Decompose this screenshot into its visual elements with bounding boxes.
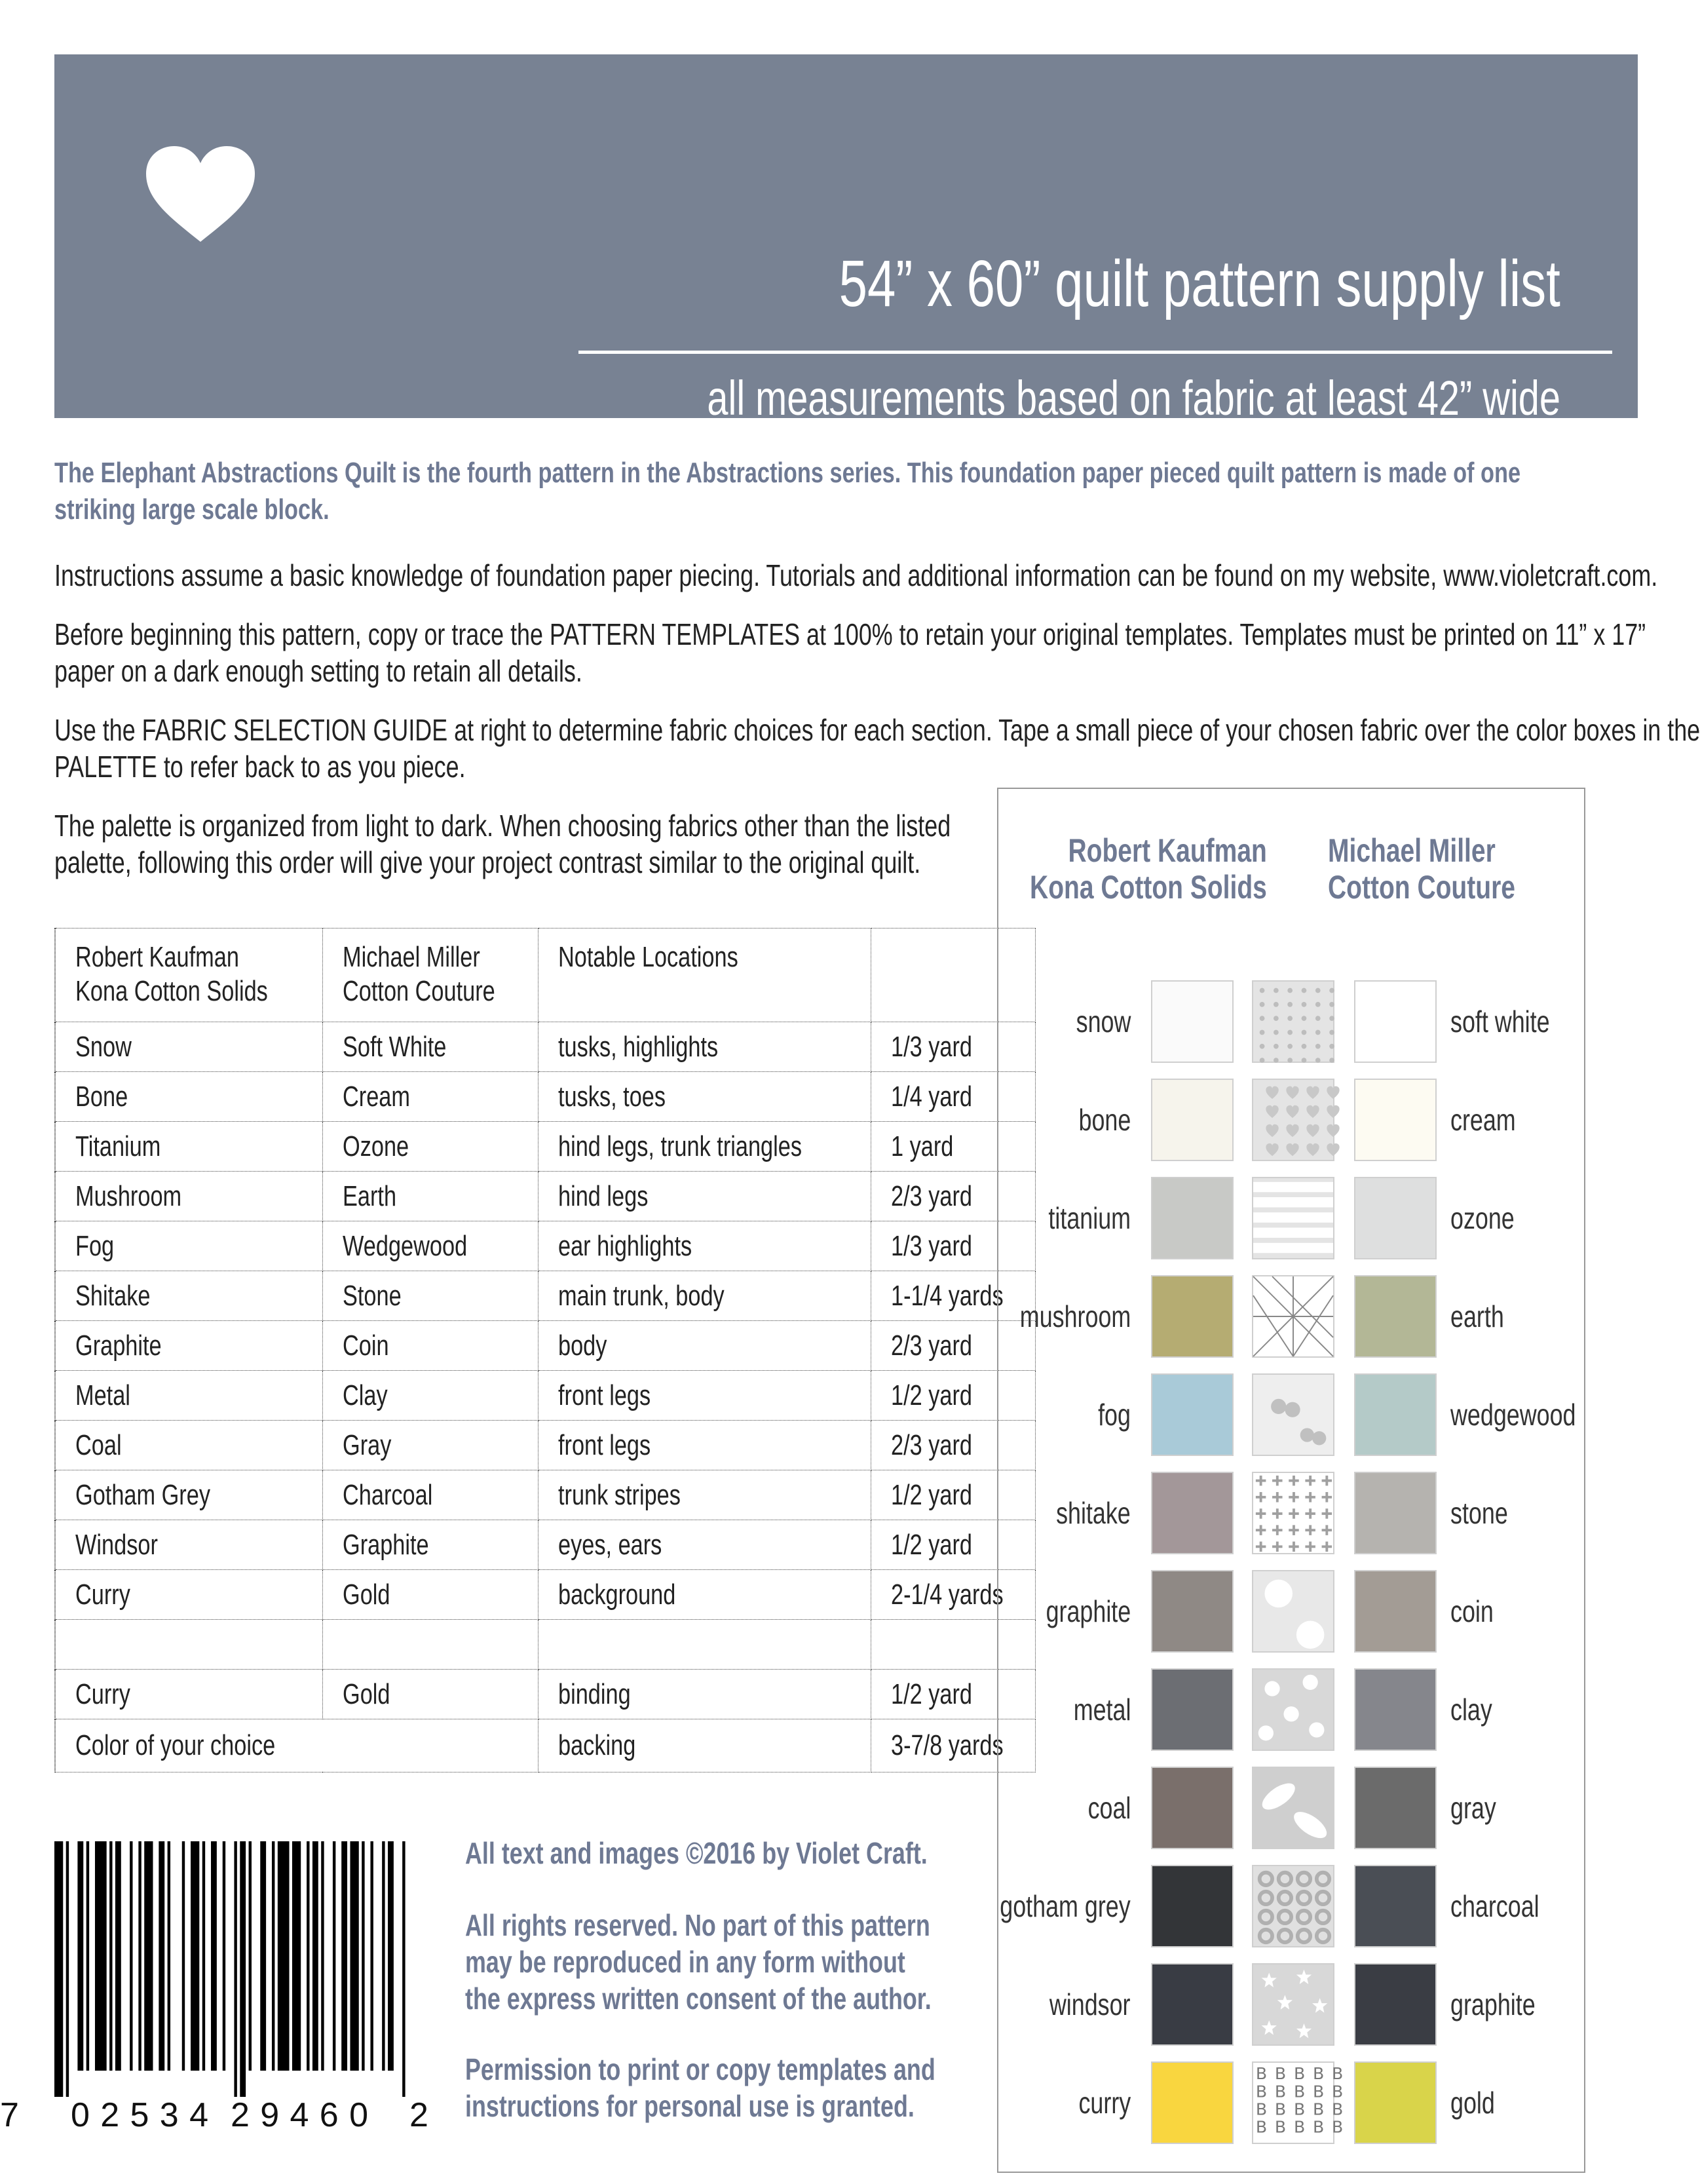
couture-cell: Gray [322, 1421, 538, 1470]
table-row [55, 1321, 1036, 1371]
table-row [55, 1620, 1036, 1670]
table-row [55, 1520, 1036, 1570]
barcode-check-digit: 2 [409, 2096, 428, 2134]
svg-text:B: B [1274, 2064, 1287, 2084]
header-kona: Robert Kaufman Kona Cotton Solids [56, 929, 323, 1022]
couture-swatch [1354, 980, 1437, 1063]
palette-row [998, 1865, 1584, 1950]
table-row [55, 1271, 1036, 1321]
amount-cell: 1/4 yard [871, 1072, 1036, 1122]
palette-row [998, 1767, 1584, 1852]
amount-cell: 1-1/4 yards [871, 1271, 1036, 1321]
svg-text:B: B [1293, 2117, 1306, 2137]
cats-icon [1252, 1570, 1334, 1653]
palette-row [998, 1275, 1584, 1360]
svg-text:B: B [1255, 2082, 1268, 2101]
palette-row [998, 1177, 1584, 1262]
amount-cell: 1/2 yard [871, 1670, 1036, 1719]
couture-cell [322, 1620, 538, 1670]
svg-text:B: B [1274, 2099, 1287, 2119]
svg-text:B: B [1255, 2064, 1268, 2084]
kona-color-name: metal [1073, 1693, 1131, 1727]
kona-cell: Curry [56, 1570, 323, 1620]
instructions-paragraph: Instructions assume a basic knowledge of foundation paper piecing. Tutorials and additional information can be found on my website, www.violetcraft.com. [54, 558, 1658, 592]
table-row [55, 1172, 1036, 1221]
kona-color-name: fog [1098, 1398, 1131, 1432]
kona-color-name: coal [1087, 1791, 1131, 1825]
kona-swatch [1151, 1275, 1234, 1358]
kona-cell: Titanium [56, 1122, 323, 1172]
svg-text:B: B [1313, 2082, 1325, 2101]
stars-icon [1252, 1963, 1334, 2046]
amount-cell: 3-7/8 yards [871, 1719, 1036, 1772]
svg-text:B: B [1255, 2099, 1268, 2119]
table-row [55, 1670, 1036, 1719]
table-row [55, 1421, 1036, 1470]
location-cell: ear highlights [538, 1221, 871, 1271]
couture-cell: Coin [322, 1321, 538, 1371]
hearts-icon [1252, 1079, 1334, 1161]
couture-swatch [1354, 1865, 1437, 1947]
kona-color-name: gotham grey [1000, 1889, 1131, 1923]
barcode-digits [0, 2094, 445, 2133]
location-cell: front legs [538, 1421, 871, 1470]
kona-cell: Gotham Grey [56, 1470, 323, 1520]
crosses-icon [1252, 1472, 1334, 1554]
permission-text: Permission to print or copy templates and instructions for personal use is granted. [465, 2052, 935, 2123]
svg-text:B: B [1313, 2099, 1325, 2119]
barcode-left-digits: 02534 [71, 2096, 208, 2134]
kona-color-name: curry [1078, 2086, 1131, 2120]
svg-text:B: B [1332, 2082, 1344, 2101]
couture-color-name: gray [1450, 1791, 1496, 1825]
cherries-icon [1252, 1373, 1334, 1456]
kona-cell: Shitake [56, 1271, 323, 1321]
dots-icon [1252, 980, 1334, 1063]
geometric-icon [1252, 1275, 1334, 1358]
kona-swatch [1151, 980, 1234, 1063]
couture-color-name: graphite [1450, 1987, 1536, 2021]
svg-text:B: B [1274, 2117, 1287, 2137]
kona-swatch [1151, 1373, 1234, 1456]
kona-cell: Mushroom [56, 1172, 323, 1221]
location-cell: binding [538, 1670, 871, 1719]
kona-color-name: shitake [1056, 1496, 1131, 1530]
palette-row [998, 1668, 1584, 1753]
kona-swatch [1151, 1177, 1234, 1259]
table-row [55, 1122, 1036, 1172]
kona-cell: Coal [56, 1421, 323, 1470]
barcode-right-digits: 29460 [231, 2096, 368, 2134]
svg-text:B: B [1313, 2117, 1325, 2137]
barcode-icon [54, 1841, 408, 2097]
couture-swatch [1354, 1079, 1437, 1161]
kona-cell: Curry [56, 1670, 323, 1719]
svg-text:B: B [1293, 2099, 1306, 2119]
kona-color-name: mushroom [1019, 1299, 1131, 1333]
svg-text:B: B [1293, 2082, 1306, 2101]
location-cell: trunk stripes [538, 1470, 871, 1520]
couture-cell: Earth [322, 1172, 538, 1221]
amount-cell: 1/3 yard [871, 1022, 1036, 1072]
barcode-lead-digit: 7 [0, 2096, 19, 2134]
palette-row [998, 1963, 1584, 2048]
svg-text:B: B [1332, 2099, 1344, 2119]
kona-color-name: titanium [1048, 1201, 1131, 1235]
couture-swatch [1354, 1963, 1437, 2046]
amount-cell: 1/2 yard [871, 1371, 1036, 1421]
fabric-cell: Color of your choice [56, 1719, 538, 1772]
couture-cell: Clay [322, 1371, 538, 1421]
kona-cell: Windsor [56, 1520, 323, 1570]
svg-text:B: B [1332, 2064, 1344, 2084]
title-divider [578, 351, 1612, 354]
page-subtitle: all measurements based on fabric at least 42” wide [707, 371, 1560, 425]
amount-cell: 1 yard [871, 1122, 1036, 1172]
kona-cell: Metal [56, 1371, 323, 1421]
table-row [55, 1072, 1036, 1122]
location-cell: tusks, highlights [538, 1022, 871, 1072]
couture-swatch [1354, 1373, 1437, 1456]
intro-paragraph: The Elephant Abstractions Quilt is the fourth pattern in the Abstractions series. This foundation paper pieced quilt pattern is made of one striking large scale block. [54, 457, 1521, 526]
header-couture: Michael Miller Cotton Couture [322, 929, 538, 1022]
rings-icon [1252, 1865, 1334, 1947]
location-cell: main trunk, body [538, 1271, 871, 1321]
kona-cell: Bone [56, 1072, 323, 1122]
couture-color-name: earth [1450, 1299, 1504, 1333]
palette-row [998, 2061, 1584, 2147]
couture-color-name: soft white [1450, 1005, 1550, 1039]
location-cell: front legs [538, 1371, 871, 1421]
kona-color-name: snow [1076, 1005, 1131, 1039]
couture-swatch [1354, 1177, 1437, 1259]
table-row [55, 1022, 1036, 1072]
letter-b-icon [1252, 2061, 1344, 2144]
couture-swatch [1354, 2061, 1437, 2144]
kona-swatch [1151, 1963, 1234, 2046]
copyright-line: All text and images ©2016 by Violet Craft. [465, 1836, 928, 1870]
kona-swatch [1151, 1865, 1234, 1947]
palette-row [998, 980, 1584, 1065]
kona-swatch [1151, 1472, 1234, 1554]
palette-row [998, 1373, 1584, 1459]
location-cell: background [538, 1570, 871, 1620]
kona-color-name: bone [1078, 1103, 1131, 1137]
couture-cell: Ozone [322, 1122, 538, 1172]
palette-header-kona: Robert Kaufman Kona Cotton Solids [1030, 832, 1267, 906]
kona-swatch [1151, 1668, 1234, 1751]
header-banner [54, 54, 1638, 425]
table-row [55, 1470, 1036, 1520]
amount-cell: 1/3 yard [871, 1221, 1036, 1271]
couture-cell: Charcoal [322, 1470, 538, 1520]
table-row [55, 1221, 1036, 1271]
amount-cell: 2-1/4 yards [871, 1570, 1036, 1620]
svg-text:B: B [1274, 2082, 1287, 2101]
palette-row [998, 1079, 1584, 1164]
table-row [55, 1719, 1036, 1772]
header-locations: Notable Locations [538, 929, 871, 1022]
location-cell: eyes, ears [538, 1520, 871, 1570]
couture-swatch [1354, 1570, 1437, 1653]
kona-cell: Fog [56, 1221, 323, 1271]
location-cell: body [538, 1321, 871, 1371]
couture-cell: Cream [322, 1072, 538, 1122]
table-row [55, 1570, 1036, 1620]
couture-color-name: gold [1450, 2086, 1495, 2120]
couture-cell: Gold [322, 1570, 538, 1620]
amount-cell: 1/2 yard [871, 1470, 1036, 1520]
couture-color-name: clay [1450, 1693, 1492, 1727]
heart-icon [145, 145, 256, 243]
kona-color-name: graphite [1046, 1594, 1131, 1628]
kona-color-name: windsor [1049, 1987, 1131, 2021]
couture-color-name: cream [1450, 1103, 1516, 1137]
amount-cell: 1/2 yard [871, 1520, 1036, 1570]
couture-color-name: coin [1450, 1594, 1494, 1628]
location-cell: backing [538, 1719, 871, 1772]
couture-color-name: ozone [1450, 1201, 1515, 1235]
couture-swatch [1354, 1275, 1437, 1358]
fabric-guide-paragraph: Use the FABRIC SELECTION GUIDE at right to determine fabric choices for each section. Tape a small piece of your chosen fabric over the color boxes in the PALETTE to refer back to as you piece. [54, 713, 1700, 784]
fabric-palette [997, 788, 1585, 2173]
leaves-icon [1252, 1767, 1334, 1849]
couture-color-name: stone [1450, 1496, 1508, 1530]
location-cell [538, 1620, 871, 1670]
couture-cell: Graphite [322, 1520, 538, 1570]
amount-cell: 2/3 yard [871, 1421, 1036, 1470]
couture-cell: Stone [322, 1271, 538, 1321]
couture-color-name: charcoal [1450, 1889, 1539, 1923]
palette-row [998, 1472, 1584, 1557]
rights-reserved-text: All rights reserved. No part of this pattern may be reproduced in any form without the express written consent of the author. [465, 1908, 932, 2016]
couture-cell: Soft White [322, 1022, 538, 1072]
kona-cell: Graphite [56, 1321, 323, 1371]
templates-paragraph: Before beginning this pattern, copy or trace the PATTERN TEMPLATES at 100% to retain your original templates. Templates must be printed on 11” x 17” paper on a dark enough setting to retain all details. [54, 617, 1646, 688]
kona-swatch [1151, 1767, 1234, 1849]
svg-text:B: B [1332, 2117, 1344, 2137]
location-cell: hind legs, trunk triangles [538, 1122, 871, 1172]
location-cell: hind legs [538, 1172, 871, 1221]
kona-cell [56, 1620, 323, 1670]
flowers-icon [1252, 1668, 1334, 1751]
palette-header-couture: Michael Miller Cotton Couture [1328, 832, 1515, 906]
couture-swatch [1354, 1668, 1437, 1751]
stripes-icon [1252, 1177, 1334, 1259]
amount-cell: 2/3 yard [871, 1321, 1036, 1371]
svg-text:B: B [1255, 2117, 1268, 2137]
svg-text:B: B [1293, 2064, 1306, 2084]
palette-row [998, 1570, 1584, 1655]
table-header-row [55, 929, 1036, 1022]
supply-table [54, 928, 1036, 1772]
palette-order-paragraph: The palette is organized from light to dark. When choosing fabrics other than the listed palette, following this order will give your project contrast similar to the original quilt. [54, 809, 951, 879]
couture-color-name: wedgewood [1450, 1398, 1576, 1432]
couture-swatch [1354, 1472, 1437, 1554]
svg-text:B: B [1313, 2064, 1325, 2084]
kona-swatch [1151, 1079, 1234, 1161]
couture-cell: Wedgewood [322, 1221, 538, 1271]
kona-swatch [1151, 1570, 1234, 1653]
page-title: 54” x 60” quilt pattern supply list [839, 247, 1560, 320]
location-cell: tusks, toes [538, 1072, 871, 1122]
couture-cell: Gold [322, 1670, 538, 1719]
kona-swatch [1151, 2061, 1234, 2144]
couture-swatch [1354, 1767, 1437, 1849]
kona-cell: Snow [56, 1022, 323, 1072]
amount-cell: 2/3 yard [871, 1172, 1036, 1221]
table-row [55, 1371, 1036, 1421]
